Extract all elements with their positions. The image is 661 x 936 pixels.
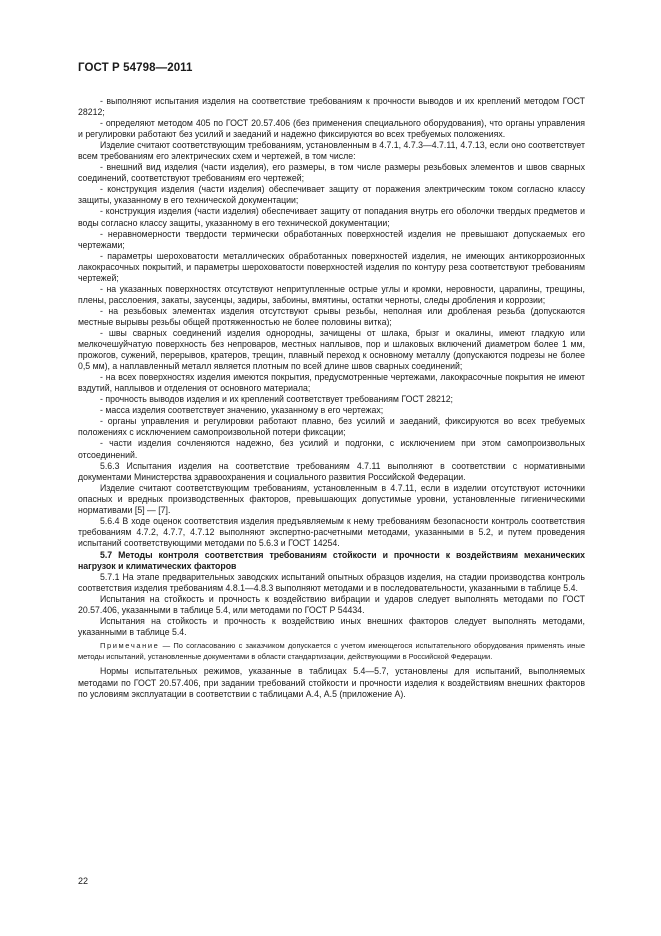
paragraph: - на всех поверхностях изделия имеются покрытия, предусмотренные чертежами, лакокрасочные покрытия не имеют вздутий, наплывов и отделения от основного материала; — [78, 372, 585, 394]
section-heading: 5.7 Методы контроля соответствия требованиям стойкости и прочности к воздействиям механических нагрузок и климатических факторов — [78, 549, 585, 571]
paragraph: - определяют методом 405 по ГОСТ 20.57.406 (без применения специального оборудования), что органы управления и регулировки работают без усилий и заеданий и надежно фиксируются во всех требуемых положениях. — [78, 118, 585, 140]
paragraph: Испытания на стойкость и прочность к воздействию иных внешних факторов следует выполнять методами, указанными в таблице 5.4. — [78, 616, 585, 638]
paragraph: - внешний вид изделия (части изделия), его размеры, в том числе размеры резьбовых элементов и швов сварных соединений, соответствуют требованиям его чертежей; — [78, 162, 585, 184]
note-text: — По согласованию с заказчиком допускается с учетом имеющегося испытательного оборудования применять иные методы испытаний, установленные документами в области стандартизации, действующими в Российской Федерации. — [78, 641, 585, 661]
page-number: 22 — [78, 876, 89, 886]
paragraph: - на резьбовых элементах изделия отсутствуют срывы резьбы, неполная или дробленая резьба (допускаются местные вырывы резьбы общей протяженностью не более половины витка); — [78, 305, 585, 327]
note — [78, 641, 585, 662]
paragraph: - параметры шероховатости металлических обработанных поверхностей изделия, не имеющих антикоррозионных лакокрасочных покрытий, и параметры шероховатости поверхностей изделия по контуру реза соответствуют требованиям чертежей; — [78, 250, 585, 283]
paragraph: Изделие считают соответствующим требованиям, установленным в 4.7.1, 4.7.3—4.7.11, 4.7.13, если оно соответствует всем требованиям его электрических схем и чертежей, в том числе: — [78, 140, 585, 162]
note-label: Примечание — [100, 641, 160, 651]
paragraph: - конструкция изделия (части изделия) обеспечивает защиту от попадания внутрь его оболочки твердых предметов и воды согласно классу защиты, указанному в его технической документации; — [78, 206, 585, 228]
paragraph: - органы управления и регулировки работают плавно, без усилий и заеданий, фиксируются во всех требуемых положениях с исключением самопроизвольной потери фиксации; — [78, 416, 585, 438]
paragraph: - на указанных поверхностях отсутствуют непритупленные острые углы и кромки, неровности, царапины, трещины, плены, расслоения, закаты, заусенцы, задиры, забоины, вмятины, остатки черноты, следы дробления и коррозии; — [78, 283, 585, 305]
paragraph: 5.7.1 На этапе предварительных заводских испытаний опытных образцов изделия, на стадии производства контроль соответствия изделия требованиям 4.8.1—4.8.3 выполняют методами и в последовательности, указанными в таблице 5.4. — [78, 572, 585, 594]
paragraph: - конструкция изделия (части изделия) обеспечивает защиту от поражения электрическим током согласно классу защиты, указанному в его технической документации; — [78, 184, 585, 206]
paragraph: 5.6.4 В ходе оценок соответствия изделия предъявляемым к нему требованиям безопасности контроль соответствия требованиям 4.7.2, 4.7.7, 4.7.12 выполняют экспертно-расчетными методами, указанными в 5.2, и путем проведения испытаний соответствующими методами по 5.6.3 и ГОСТ 14254. — [78, 515, 585, 548]
document-body — [78, 96, 585, 700]
paragraph: - швы сварных соединений изделия однородны, зачищены от шлака, брызг и окалины, имеют гладкую или мелкочешуйчатую поверхность без непроваров, местных наплывов, пор и шлаковых включений диаметром более 1 мм, прожогов, сужений, перерывов, кратеров, трещин, плавный переход к основному металлу (допускаются подрезы не более 0,5 мм), а наплавленный металл является плотным по всей длине швов сварных соединений; — [78, 327, 585, 372]
paragraph: - масса изделия соответствует значению, указанному в его чертежах; — [100, 405, 384, 416]
paragraph: Изделие считают соответствующим требованиям, установленным в 4.7.11, если в изделии отсутствуют источники опасных и вредных производственных факторов, превышающих допустимые уровни, установленные гигиеническими нормативами [5] — [7]. — [78, 482, 585, 515]
page-header: ГОСТ Р 54798—2011 — [78, 62, 193, 74]
paragraph: - части изделия сочленяются надежно, без усилий и подгонки, с исключением при этом самопроизвольных отсоединений. — [78, 438, 585, 460]
paragraph: - прочность выводов изделия и их креплений соответствует требованиям ГОСТ 28212; — [100, 394, 453, 405]
paragraph: - выполняют испытания изделия на соответствие требованиям к прочности выводов и их креплений методом ГОСТ 28212; — [78, 96, 585, 118]
paragraph: - неравномерности твердости термически обработанных поверхностей изделия не превышают допускаемых его чертежами; — [78, 228, 585, 250]
paragraph: Нормы испытательных режимов, указанные в таблицах 5.4—5.7, установлены для испытаний, выполняемых методами по ГОСТ 20.57.406, при задании требований стойкости и прочности изделия к воздействиям внешних факторов по условиям эксплуатации в соответствии с таблицами А.4, А.5 (приложение А). — [78, 666, 585, 699]
paragraph: Испытания на стойкость и прочность к воздействию вибрации и ударов следует выполнять методами по ГОСТ 20.57.406, указанными в таблице 5.4, или методами по ГОСТ Р 54434. — [78, 594, 585, 616]
paragraph: 5.6.3 Испытания изделия на соответствие требованиям 4.7.11 выполняют в соответствии с нормативными документами Министерства здравоохранения и социального развития Российской Федерации. — [78, 460, 585, 482]
